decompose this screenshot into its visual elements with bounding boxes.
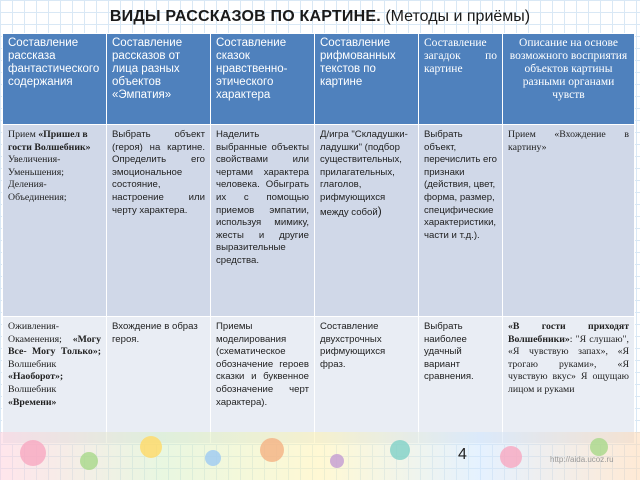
decorative-dot: [500, 446, 522, 468]
header-cell: Составление рассказа фантастического содержания: [3, 34, 107, 125]
decorative-dot: [140, 436, 162, 458]
table-cell: Прием «Вхождение в картину»: [503, 125, 635, 317]
watermark: http://aida.ucoz.ru: [550, 455, 614, 464]
header-cell: Описание на основе возможного восприятия объектов картины разными органами чувств: [503, 34, 635, 125]
header-row: [3, 34, 635, 125]
title-subtitle: (Методы и приёмы): [380, 8, 531, 25]
decorative-dot: [330, 454, 344, 468]
table-cell: Выбрать наиболее удачный вариант сравнения.: [419, 317, 503, 444]
decorative-dot: [20, 440, 46, 466]
header-cell: Составление загадок по картине: [419, 34, 503, 125]
header-cell: Составление рифмованных текстов по картине: [315, 34, 419, 125]
decorative-dot: [590, 438, 608, 456]
table-cell: Выбрать объект, перечислить его признаки (действия, цвет, форма, размер, специфические характеристики, части и т.д.).: [419, 125, 503, 317]
table-cell: Выбрать объект (героя) на картине. Определить его эмоциональное состояние, настроение или черту характера.: [107, 125, 211, 317]
table-cell: Оживления-Окаменения; «Могу Все- Могу Только»; Волшебник «Наоборот»; Волшебник «Времени»: [3, 317, 107, 444]
table-cell: Вхождение в образ героя.: [107, 317, 211, 444]
table-cell: Приемы моделирования (схематическое обозначение героев сказки и буквенное обозначение черт характера).: [211, 317, 315, 444]
decorative-dot: [205, 450, 221, 466]
title-bold: ВИДЫ РАССКАЗОВ ПО КАРТИНЕ.: [109, 8, 381, 25]
table-cell: Составление двухстрочных рифмующихся фраз.: [315, 317, 419, 444]
table-cell: Наделить выбранные объекты свойствами или чертами характера человека. Обыграть их с помощью приемов эмпатии, используя мимику, жесты и другие выразительные средства.: [211, 125, 315, 317]
decorative-strip: [0, 432, 640, 480]
header-cell: Составление рассказов от лица разных объектов «Эмпатия»: [107, 34, 211, 125]
page-number: 4: [458, 446, 467, 463]
table-cell: Прием «Пришел в гости Волшебник» Увеличения-Уменьшения; Деления-Объединения;: [3, 125, 107, 317]
decorative-dot: [80, 452, 98, 470]
table-row: [3, 125, 635, 317]
header-cell: Составление сказок нравственно-этического характера: [211, 34, 315, 125]
decorative-dot: [390, 440, 410, 460]
table-cell: «В гости приходят Волшебники»: "Я слушаю", «Я чувствую запах», «Я трогаю руками», «Я чувствую вкус» Я ощущаю лицом и руками: [503, 317, 635, 444]
page-title: [0, 8, 640, 26]
methods-table: [2, 33, 635, 444]
table-cell: Д/игра "Складушки-ладушки" (подбор существительных, прилагательных, глаголов, рифмующихся между собой): [315, 125, 419, 317]
table-row: [3, 317, 635, 444]
decorative-dot: [260, 438, 284, 462]
